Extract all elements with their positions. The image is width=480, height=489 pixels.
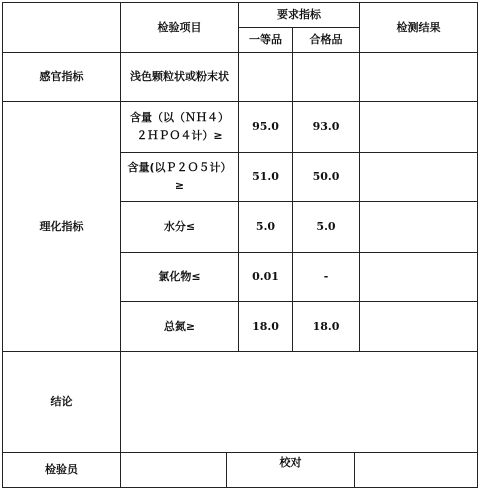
p2o5-first-grade: 51.0 — [252, 170, 279, 183]
conclusion-field[interactable] — [121, 352, 477, 452]
check-label: 校对 — [279, 456, 302, 469]
moisture-qualified: 5.0 — [316, 220, 336, 233]
ammonium-phosphate-first-grade: 95.0 — [252, 120, 279, 133]
inspector-field[interactable] — [121, 453, 226, 487]
item-line-1: 含量（以（ＮＨ４） — [130, 111, 229, 124]
sensory-item: 浅色颗粒状或粉末状 — [130, 70, 229, 83]
chloride-item: 氯化物≤ — [158, 270, 201, 283]
chloride-first-grade: 0.01 — [252, 270, 279, 283]
total-nitrogen-result[interactable] — [360, 302, 477, 351]
check-field[interactable] — [355, 453, 477, 487]
header-result: 检测结果 — [396, 20, 441, 34]
header-first-grade: 一等品 — [249, 33, 282, 46]
item-line-2: ≥ — [174, 179, 185, 192]
table-border-right — [477, 2, 478, 488]
moisture-first-grade: 5.0 — [255, 220, 276, 233]
header-item: 检验项目 — [157, 20, 202, 34]
moisture-result[interactable] — [360, 202, 477, 252]
sensory-qualified-value[interactable] — [293, 53, 359, 101]
p2o5-result[interactable] — [360, 153, 477, 201]
ammonium-phosphate-content-item — [121, 102, 238, 152]
inspector-label: 检验员 — [45, 463, 78, 476]
p2o5-qualified: 50.0 — [312, 170, 340, 183]
chloride-result[interactable] — [360, 253, 477, 301]
header-requirement: 要求指标 — [277, 8, 321, 21]
sensory-first-grade-value[interactable] — [239, 53, 292, 101]
sensory-category: 感官指标 — [39, 70, 84, 83]
total-nitrogen-item: 总氮≥ — [163, 319, 196, 333]
p2o5-content-item — [121, 153, 238, 201]
ammonium-phosphate-qualified: 93.0 — [312, 120, 340, 133]
total-nitrogen-first-grade: 18.0 — [252, 319, 279, 333]
item-line-1: 含量(以Ｐ２Ｏ５计） — [127, 161, 232, 174]
chloride-qualified: - — [323, 270, 329, 283]
ammonium-phosphate-result[interactable] — [360, 102, 477, 152]
physchem-category: 理化指标 — [39, 219, 84, 233]
table-border-bottom — [2, 487, 478, 488]
conclusion-label: 结论 — [50, 395, 73, 408]
sensory-result-value[interactable] — [360, 53, 477, 101]
item-line-2: ２ＨＰＯ４计）≥ — [136, 129, 223, 142]
total-nitrogen-qualified: 18.0 — [312, 319, 340, 333]
header-qualified: 合格品 — [309, 33, 343, 46]
moisture-item: 水分≤ — [163, 220, 196, 233]
